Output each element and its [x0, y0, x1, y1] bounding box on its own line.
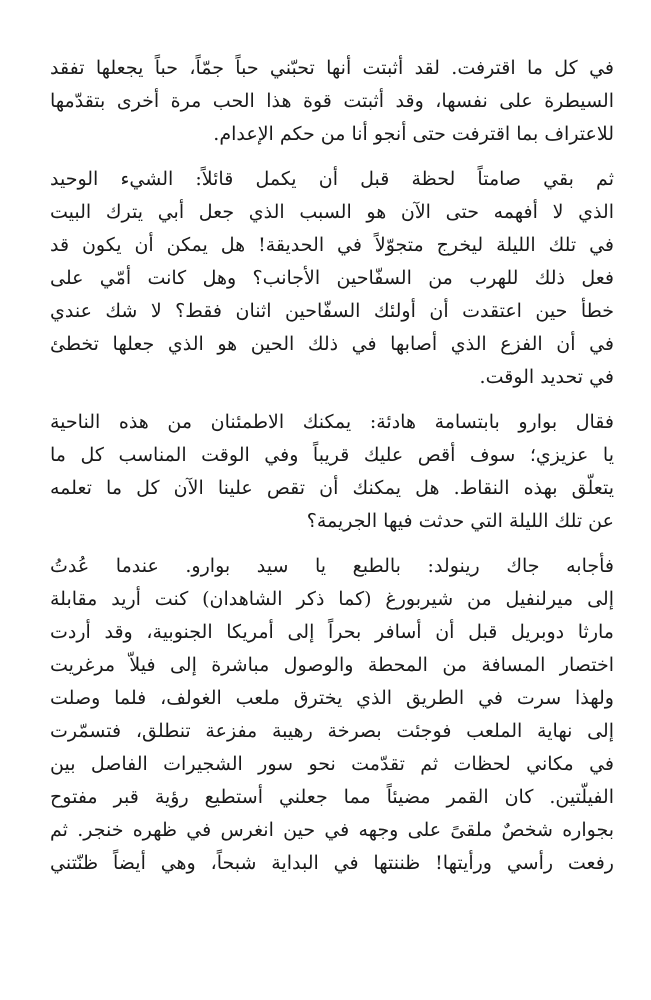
text-line: مارثا دوبريل قبل أن أسافر بحراً إلى أمريكا الجنوبية، وقد أردت [50, 621, 614, 643]
text-line: بجواره شخصٌ ملقىً على وجهه في حين انغرس في ظهره خنجر. ثم [50, 819, 614, 841]
text-line: ولهذا سرت في الطريق الذي يخترق ملعب الغولف، فلما وصلت [50, 687, 614, 709]
paragraph-2 [50, 163, 614, 394]
text-line: خطأ حين اعتقدت أن أولئك السفّاحين اثنان فقط؟ لا شك عندي [50, 300, 614, 322]
text-line: في تلك الليلة ليخرج متجوّلاً في الحديقة! هل يمكن أن يكون قد [50, 234, 614, 256]
text-line: فأجابه جاك رينولد: بالطبع يا سيد بوارو. عندما عُدتُ [50, 555, 614, 577]
text-line: فعل ذلك للهرب من السفّاحين الأجانب؟ وهل كانت أمّي على [50, 267, 614, 289]
text-line: رفعت رأسي ورأيتها! ظننتها في البداية شبحاً، وهي أيضاً ظنّتني [50, 852, 614, 874]
text-line: في كل ما اقترفت. لقد أثبتت أنها تحبّني حباً جمّاً، حباً يجعلها تفقد [50, 57, 614, 79]
text-line: ثم بقي صامتاً لحظة قبل أن يكمل قائلاً: الشيء الوحيد [50, 168, 614, 190]
text-line: السيطرة على نفسها، وقد أثبتت قوة هذا الحب مرة أخرى بتقدّمها [50, 90, 614, 112]
text-line: عن تلك الليلة التي حدثت فيها الجريمة؟ [306, 510, 614, 532]
text-line: يتعلّق بهذه النقاط. هل يمكنك أن تقص علينا الآن كل ما تعلمه [50, 477, 614, 499]
text-line: اختصار المسافة من المحطة والوصول مباشرة إلى فيلاّ مرغريت [50, 654, 614, 676]
text-line: الفيلّتين. كان القمر مضيئاً مما جعلني أستطيع رؤية قبر مفتوح [50, 786, 614, 808]
text-line: فقال بوارو بابتسامة هادئة: يمكنك الاطمئنان من هذه الناحية [50, 411, 614, 433]
text-line: للاعتراف بما اقترفت حتى أنجو أنا من حكم الإعدام. [213, 123, 614, 145]
text-line: في تحديد الوقت. [479, 366, 614, 388]
text-line: يا عزيزي؛ سوف أقص عليك قريباً وفي الوقت المناسب كل ما [50, 444, 614, 466]
book-page [50, 52, 614, 982]
text-line: في مكاني لحظات ثم تقدّمت نحو سور الشجيرات الفاصل بين [50, 753, 614, 775]
text-line: إلى ميرلنفيل من شيربورغ (كما ذكر الشاهدان) كنت أريد مقابلة [50, 588, 614, 610]
paragraph-3 [50, 406, 614, 538]
text-line: في أن الفزع الذي أصابها في ذلك الحين هو الذي جعلها تخطئ [50, 333, 614, 355]
paragraph-1 [50, 52, 614, 151]
paragraph-4 [50, 550, 614, 880]
text-line: الذي لا أفهمه حتى الآن هو السبب الذي جعل أبي يترك البيت [50, 201, 614, 223]
text-line: إلى نهاية الملعب فوجئت بصرخة رهيبة مفزعة تنطلق، فتسمّرت [50, 720, 614, 742]
